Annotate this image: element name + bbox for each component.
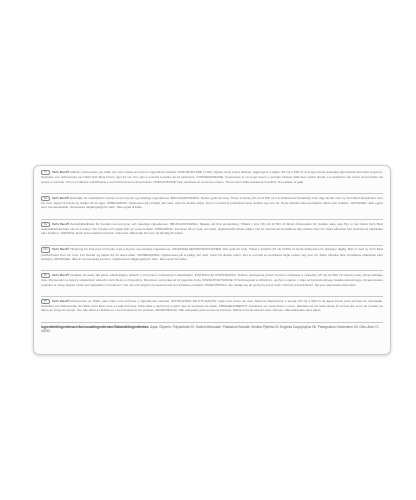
language-badge: IT [41,170,50,175]
brand-name: Vet's Best® [52,273,70,278]
section-text: Andedräktstillsats för hundar med enzymer och naturliga ingredienser. BRUKSANVISNING: Skakas väl före användning. Tillsätt 1 lock (15 ml) till 500 ml färskt dricksvatten för husdjur varje dag. Byt ut mot färskt Vet's Best andedräktsfräschare var 24:e timme. För hundar och valpar från 12 veckors ålder. FÖRVARING: Förvaras på en sval, torr plats, skyddad från direkt solljus. Det är normalt att produktens färg ändras över tid. Detta påverkar inte produktens effektivitet eller funktion. VARNING: Ej för livsmedelskonsumtion. Förvaras oåtkomligt för barn. Ej lämplig för katter. [41,221,383,236]
language-badge: SV [41,222,50,227]
divider [41,193,383,194]
section-no [41,247,383,268]
brand-name: Vet's Best® [52,221,70,226]
section-pt [41,299,383,320]
divider [41,296,383,297]
language-badge: DA [41,196,50,201]
section-text: ånderåde for vandskål for hunde med enzymer og naturlige ingredienser. BRUGSANVISNING: Rystes godt før brug. Tilsæt 1 hætte (15 ml) til 500 ml rent drikkevand til kæledyr hver dag. Erstat med ny Vet's Best åndefrisker hver 24. time. Egnet til hunde og hvalpe fra 12 uger. OPBEVARING: Opbevares på et køligt, tørt sted, væk fra direkte sollys. Det er normalt at produktets farve ændrer sig over tid. Dette påvirker ikke produktets effekt eller funktion. ADVARSEL: Ikke egnet som menneskeføde. Opbevares utilgængeligt for børn. Ikke egnet til katte. [41,195,383,210]
ingredients-block [41,325,383,333]
section-text: Tilsetning for frisk pust til hunder med enzymer og naturlige ingredienser. ANVENDELSESINSTRUKSJONER: Rist godt før bruk. Tilsett 1 korkfull (15 ml) til 500 ml ferskt drikkevann for kjæledyr daglig. Bytt ut med ny Vet's Best pustforfrisker hver 24. time. For hunder og valper fra 12 ukers alder. OPPBEVARING: Oppbevares på et kjølig, tørt sted, borte fra direkte sollys. Det er normalt at produktets farge endrer seg over tid. Dette påvirker ikke produktets effektivitet eller funksjon. ADVARSEL: Ikke til menneskelig konsum. Oppbevares utilgjengelig for barn. Ikke egnet for katter. [41,247,383,261]
brand-name: Vet's Best® [52,247,70,252]
language-badge: NO [41,247,50,252]
section-da [41,196,383,217]
divider [41,245,383,246]
product-label [33,165,391,355]
section-it [41,170,383,191]
brand-name: Vet's Best® [52,195,69,200]
section-pl [41,273,383,294]
language-badge: PT [41,299,50,304]
section-sv [41,222,383,243]
brand-name: Vet's Best® [52,299,70,304]
section-text: Refrescante de Hálito para Cães com enzimas e ingredientes naturais. INSTRUÇÕES DE UTILIZAÇÃO: Agite bem antes de usar. Adicione diariamente 1 tampa (15 ml) a 500 ml de água fresca para animais de estimação. Substitua por Refrescante de Hálito Vet's Best novo a cada 24 horas. Para cães e cachorros a partir das 12 semanas de idade. ARMAZENAMENTO: Armazene em local fresco e seco, afastado da luz solar direta. É normal que a cor do produto se altere ao longo do tempo. Isto não afeta a eficácia ou o funcionamento do produto. ADVERTÊNCIA: Não adequado para consumo humano. Manter fora do alcance das crianças. Não adequado para gatos. [41,299,383,313]
ingredients-text: Aqua, Glycerin, Polysorbate 20, Sodium Benzoate, Potassium Sorbate, Mentha Piperita Oil, Eugenia Caryophyllus Oil, Pelargonium Graveolens Oil, Citric Acid, CI 42090. [41,324,379,333]
label-sections [41,170,383,333]
divider [41,322,383,323]
section-text: Dodatek do wody dla psów odświeżający oddech z enzymami i naturalnymi składnikami. INSTRUKCJA STOSOWANIA: Dobrze wstrząsnąć przed użyciem. Dodawać 1 nakrętkę (15 ml) do 500 ml świeżej wody pitnej każdego dnia. Wymieniać na świeży odświeżacz oddechu Vet's Best co 24 godziny. Dla psów i szczeniąt od 12 tygodnia życia. PRZECHOWYWANIE: Przechowywać w chłodnym, suchym miejscu, z dala od bezpośredniego światła słonecznego. Zmiana koloru produktu w miarę upływu czasu jest zjawiskiem normalnym. Nie ma ona wpływu na skuteczność ani działanie produktu. PRZESTROGA: Nie nadaje się do spożycia przez ludzi. Chronić przed dziećmi. Nie jest odpowiedni dla kotów. [41,273,383,287]
ingredients-heading: Ingredienti/Ingredienser/Ainesosat/Ingredienser/Składniki/Ingredientes: [41,324,150,329]
divider [41,270,383,271]
brand-name: Vet's Best® [52,170,70,175]
language-badge: PL [41,273,50,278]
divider [41,219,383,220]
section-text: Additivo rinfrescante per l'alito per cani a base di enzimi e ingredienti naturali. ISTRUZIONI PER L'USO: Agitare bene prima dell'uso. Aggiungere 1 tappo (15 ml) a 500 ml di acqua fresca destinata agli animali domestici al giorno. Sostituire con rinfrescante per l'alito Vet's Best fresco ogni 24 ore. Per cani e cuccioli a partire da 12 settimane. CONSERVAZIONE: Conservare in un luogo fresco e asciutto lontano dalla luce solare diretta. La variazione del colore del prodotto nel tempo è normale. Ciò non influisce sull'efficacia o sul funzionamento del prodotto. PRECAUZIONE: Non destinato al consumo umano. Tenere fuori dalla portata dei bambini. Non adatto ai gatti. [41,170,383,184]
